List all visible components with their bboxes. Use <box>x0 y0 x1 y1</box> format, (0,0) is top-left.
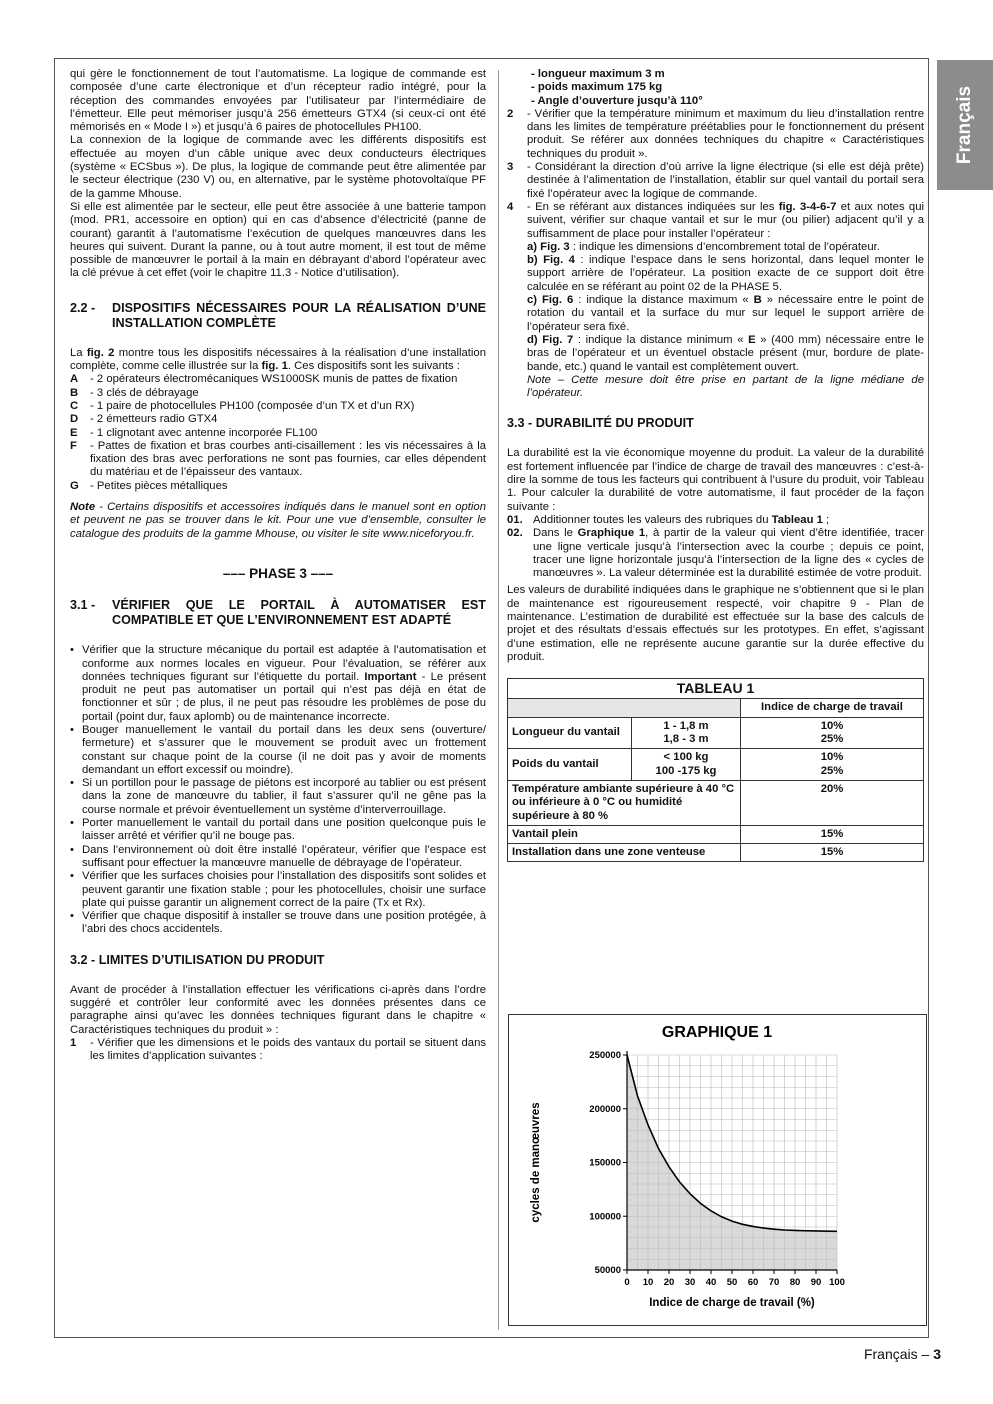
item-number: 3 <box>507 161 514 174</box>
figure-ref: fig. 1 <box>261 360 288 373</box>
device-key: D <box>70 413 79 426</box>
text: » (400 mm) nécessaire entre le bras de l’opérateur et un éventuel obstacle présent (mur, bordure de plate-bande, etc.) quand le vantail est complètement ouvert. <box>527 333 924 373</box>
page-footer <box>864 1346 941 1362</box>
x-tick-label: 20 <box>663 1277 675 1288</box>
x-tick-label: 10 <box>642 1277 654 1288</box>
item-text <box>527 201 924 241</box>
step-item <box>507 514 924 527</box>
device-text: - Pattes de fixation et bras courbes anti-cisaillement : les vis nécessaires à la fixation des bras avec perforations ne sont pas fournies, car elles dépendent du matériau et de l’épaisseur des vantaux. <box>90 439 486 479</box>
y-tick-label: 100000 <box>589 1211 621 1223</box>
paragraph: qui gère le fonctionnement de tout l’automatisme. La logique de commande est composée d’une carte électronique et d’un récepteur radio intégré, pour la réception des commandes envoyées par l’utilisateur par l’intermédiaire de l’émetteur. Elle peut mémoriser jusqu’à 256 émetteurs GTX4 (si ceux-ci ont été mémorisés en « Mode I ») et jusqu’à 6 paires de photocellules PH100. <box>70 68 486 134</box>
item-text: - Vérifier que les dimensions et le poids des vantaux du portail se situent dans les limites d’application suivantes : <box>90 1036 486 1063</box>
section-heading-3-1 <box>70 598 486 628</box>
text: Additionner toutes les valeurs des rubriques du <box>533 513 772 526</box>
device-key: B <box>70 386 79 399</box>
limits-list <box>507 68 924 108</box>
paragraph: Si elle est alimentée par le secteur, elle peut être associée à une batterie tampon (mod. PR1, accessoire en option) qui en cas d’absence d’électricité (panne de courant) garantit à l’automatisme l’exécution de quelques manœuvres dans les heures qui suivent. Durant la panne, ou à tout autre moment, il est tout de même possible de manœuvrer le portail à la main en débrayant d’abord l’opérateur avec la clé prévue à cet effet (voir le chapitre 11.3 - Notice d’utilisation). <box>70 200 486 280</box>
y-tick-label: 200000 <box>589 1103 621 1115</box>
figure-note-c <box>507 294 924 334</box>
table-cell-condition: 1 - 1,8 m 1,8 - 3 m <box>632 717 741 749</box>
x-tick-label: 30 <box>684 1277 696 1288</box>
item-number: 1 <box>70 1036 77 1049</box>
table-cell-label: Longueur du vantail <box>508 717 632 749</box>
table-title: TABLEAU 1 <box>508 679 924 699</box>
section-number: 2.2 - <box>70 300 96 315</box>
text: : indique l’espace dans le sens horizontal, dans lequel monter le support arrière de l’opérateur. La position exacte de ce support doit être calculée en se référant au point 02 de la PHASE 5. <box>527 254 924 293</box>
table-row <box>508 717 924 749</box>
device-key: G <box>70 479 79 492</box>
numbered-item <box>70 1037 486 1064</box>
list-item-text: Vérifier que les surfaces choisies pour l’installation des dispositifs sont solides et peuvent garantir une fixation stable ; pour les photocellules, choisir une surface plate qui puisse garantir un alignement correct de la paire (Tx et Rx). <box>82 870 486 909</box>
x-tick-label: 90 <box>810 1277 822 1288</box>
table-cell-value: 15% <box>741 825 924 843</box>
device-text: - Petites pièces métalliques <box>90 479 228 492</box>
item-text: - Considérant la direction d’où arrive la ligne électrique (si elle est déjà prête) destinée à l’alimentation de l’installation, établir sur quel vantail du portail sera fixé l’opérateur avec la logique de commande. <box>527 161 924 200</box>
device-item <box>70 400 486 413</box>
section-number: 3.1 - <box>70 598 96 613</box>
x-tick-label: 80 <box>789 1277 801 1288</box>
paragraph: La connexion de la logique de commande avec les différents dispositifs est effectuée au moyen d’un câble unique avec deux conducteurs électriques (système « ECSbus »). De plus, la logique de commande peut être alimentée par le secteur électrique (230 V) ou, en alternative, par le système photovoltaïque PF de la gamme Mhouse. <box>70 134 486 200</box>
text: B <box>753 294 762 307</box>
section-heading-3-2: 3.2 - LIMITES D’UTILISATION DU PRODUIT <box>70 952 325 967</box>
figure-note-b <box>507 254 924 294</box>
text: Tableau 1 <box>771 513 823 526</box>
table-cell-label: Température ambiante supérieure à 40 °C ou inférieure à 0 °C ou humidité supérieure à 80 % <box>508 780 741 825</box>
table-cell-value: 20% <box>741 780 924 825</box>
device-item <box>70 480 486 493</box>
list-item <box>70 870 486 910</box>
x-tick-label: 100 <box>829 1277 845 1288</box>
note-paragraph <box>70 501 486 541</box>
limit-item: - longueur maximum 3 m <box>531 68 665 80</box>
note-label: Note <box>70 501 96 514</box>
section-heading-3-3: 3.3 - DURABILITÉ DU PRODUIT <box>507 416 694 431</box>
table-cell-label: Poids du vantail <box>508 749 632 781</box>
list-item <box>70 724 486 777</box>
text: - Le présent produit ne peut pas automatiser un portail qui n’est pas déjà en état de fonctionner et sûr ; de plus, il ne peut pas résoudre les problèmes de pose du portail (point dur, faux aplomb) ou de maintenance incorrecte. <box>82 670 486 723</box>
column-divider <box>498 70 499 1330</box>
text: E <box>748 333 756 346</box>
text: : indique la distance maximum « <box>573 294 754 307</box>
step-number: 01. <box>507 513 523 526</box>
table-header-empty <box>508 699 741 717</box>
right-column <box>507 68 924 862</box>
figure-ref: b) Fig. 4 <box>527 254 575 267</box>
footer-lang: Français – <box>863 1346 930 1362</box>
text: Vérifier que la structure mécanique du portail est adaptée à l’automatisation et conforme aux normes locales en vigueur. Pour l’évaluation, se référer aux données techniques figurant sur l’étiquette du portail. <box>82 644 486 683</box>
text: : indique la distance minimum « <box>573 333 749 346</box>
language-tab-label: Français <box>954 85 975 165</box>
step-text <box>533 527 924 580</box>
text: , à partir de la valeur qui vient d’être identifiée, tracer une ligne verticale jusqu’à l’intersection avec la courbe ; depuis ce point, tracer une ligne horizontale jusqu’à l’intersection de la ligne des « cycles de manœuvres ». La valeur déterminée est la durabilité estimée de votre produit. <box>533 527 924 580</box>
figure-ref: fig. 2 <box>86 346 115 359</box>
device-text: - 1 clignotant avec antenne incorporée FL100 <box>90 426 318 439</box>
step-item <box>507 527 924 580</box>
device-text: - 2 opérateurs électromécaniques WS1000SK munis de pattes de fixation <box>90 373 458 386</box>
section-heading-2-2 <box>70 301 486 331</box>
y-tick-label: 150000 <box>589 1157 621 1169</box>
x-tick-label: 0 <box>624 1277 630 1288</box>
text: Graphique 1 <box>577 527 646 540</box>
figure-note-d <box>507 334 924 374</box>
table-cell-value: 10% 25% <box>741 749 924 781</box>
list-item <box>70 644 486 724</box>
text: : indique les dimensions d’encombrement total de l’opérateur. <box>569 240 880 253</box>
device-key: C <box>70 399 79 412</box>
text: » nécessaire entre le point de rotation du vantail et la surface du mur sur lequel le support arrière de l’opérateur sera fixé. <box>527 294 924 333</box>
list-item <box>70 910 486 937</box>
page-number: 3 <box>933 1346 941 1362</box>
text: Dans le <box>533 527 578 540</box>
figure-ref: c) Fig. 6 <box>527 294 574 307</box>
list-item-text: Porter manuellement le vantail du portail dans une position quelconque puis le laisser arrêté et vérifier qu’il ne bouge pas. <box>82 817 486 843</box>
device-key: A <box>70 373 79 386</box>
x-tick-label: 40 <box>705 1277 717 1288</box>
paragraph: Avant de procéder à l’installation effectuer les vérifications ci-après dans l’ordre suggéré et contrôler leur conformité avec les données présentes dans ce paragraphe ainsi qu’avec les données techniques figurant dans le chapitre « Caractéristiques techniques du produit » : <box>70 983 486 1036</box>
table-cell-condition: < 100 kg 100 -175 kg <box>632 749 741 781</box>
y-axis-label: cycles de manœuvres <box>530 1102 542 1223</box>
x-tick-label: 60 <box>747 1277 759 1288</box>
bullet-icon: • <box>70 870 74 883</box>
step-text <box>533 514 924 527</box>
list-item <box>70 844 486 871</box>
device-text: - 2 émetteurs radio GTX4 <box>90 413 218 426</box>
table-cell-value: 10% 25% <box>741 717 924 749</box>
durability-chart <box>509 1015 926 1325</box>
x-axis-label: Indice de charge de travail (%) <box>649 1297 815 1309</box>
numbered-item <box>507 201 924 241</box>
text: . Ces dispositifs sont les suivants : <box>287 360 460 373</box>
device-item <box>70 387 486 400</box>
paragraph: Les valeurs de durabilité indiquées dans le graphique ne s’obtiennent que si le plan de maintenance est rigoureusement respecté, voir chapitre 9 - Plan de maintenance. L’estimation de durabilité est effectuée sur la base des calculs de projet et des résultats d’essais effectués sur les prototypes. En effet, s’agissant d’une estimation, elle ne représente aucune garantie sur la durée effective du produit. <box>507 584 924 663</box>
bullet-icon: • <box>70 843 74 856</box>
device-item <box>70 440 486 480</box>
device-item <box>70 373 486 386</box>
device-text: - 1 paire de photocellules PH100 (composée d’un TX et d’un RX) <box>90 399 415 412</box>
list-item-text: Bouger manuellement le vantail du portail dans les deux sens (ouverture/ fermeture) et s’assurer que le mouvement se produit avec un frottement constant sur chaque point de la course (il ne doit pas y avoir de moments demandant un effort excessif ou moindre). <box>82 723 486 776</box>
figure-ref: d) Fig. 7 <box>527 333 574 346</box>
table-cell-label: Installation dans une zone venteuse <box>508 844 741 862</box>
list-item-text: Si un portillon pour le passage de piétons est incorporé au tablier ou est présent dans la zone de manœuvre du tablier, il faut s’assurer qu’il ne gêne pas la course normale et prévoir éventuellement un système d’interverrouillage. <box>82 777 486 816</box>
note-text: - Certains dispositifs et accessoires indiqués dans le manuel sont en option et peuvent ne pas se trouver dans le kit. Pour une vue d’ensemble, consulter le catalogue des produits de la gamme Mhouse, ou visiter le site www.niceforyou.fr. <box>70 501 486 540</box>
chart-box <box>508 1014 927 1326</box>
x-tick-label: 50 <box>726 1277 738 1288</box>
item-text: - Vérifier que la température minimum et maximum du lieu d’installation rentre dans les limites de température préétablies pour le fonctionnement du présent produit. Se référer aux données techniques du chapitre « Caractéristiques techniques du produit ». <box>527 107 924 160</box>
item-number: 2 <box>507 107 514 120</box>
bullet-icon: • <box>70 723 74 736</box>
table-header: Indice de charge de travail <box>741 699 924 717</box>
figure-note-a <box>507 241 924 254</box>
important-label: Important <box>364 670 417 683</box>
bullet-icon: • <box>70 910 74 923</box>
device-key: E <box>70 426 78 439</box>
y-tick-label: 250000 <box>589 1050 621 1061</box>
device-text: - 3 clés de débrayage <box>90 386 199 399</box>
table-cell-value: 15% <box>741 844 924 862</box>
device-item <box>70 413 486 426</box>
step-number: 02. <box>507 527 523 540</box>
figure-note-remark: Note – Cette mesure doit être prise en partant de la ligne médiane de l’opérateur. <box>527 373 924 400</box>
bullet-icon: • <box>70 777 74 790</box>
table-row <box>508 780 924 825</box>
list-item-text: Vérifier que chaque dispositif à installer se trouve dans une position protégée, à l’abri des chocs accidentels. <box>82 910 486 936</box>
text: ; <box>822 513 830 526</box>
figure-ref: fig. 3-4-6-7 <box>778 200 837 213</box>
checklist <box>70 644 486 937</box>
table-row <box>508 825 924 843</box>
device-list <box>70 373 486 493</box>
section-title: VÉRIFIER QUE LE PORTAIL À AUTOMATISER EST COMPATIBLE ET QUE L’ENVIRONNEMENT EST ADAPTÉ <box>112 598 486 628</box>
phase-heading: ––– PHASE 3 ––– <box>222 565 334 581</box>
list-item <box>70 817 486 844</box>
left-column <box>70 68 486 1064</box>
text: montre tous les dispositifs nécessaires à la réalisation d’une installation complète, comme celle illustrée sur la <box>70 346 486 373</box>
paragraph: La durabilité est la vie économique moyenne du produit. La valeur de la durabilité est fortement influencée par l’indice de charge de travail des manœuvres : c’est-à-dire la somme de tous les facteurs qui contribuent à l’usure du produit, voir Tableau 1. Pour calculer la durabilité de votre automatisme, il faut procéder de la façon suivante : <box>507 447 924 513</box>
table-1 <box>507 678 924 862</box>
text: La <box>70 346 87 359</box>
bullet-icon: • <box>70 817 74 830</box>
limit-item: - Angle d’ouverture jusqu’à 110° <box>531 94 703 107</box>
table-row <box>508 844 924 862</box>
x-tick-label: 70 <box>768 1277 780 1288</box>
bullet-icon: • <box>70 644 74 657</box>
figure-ref: a) Fig. 3 <box>527 240 570 253</box>
list-item-text: Dans l’environnement où doit être installé l’opérateur, vérifier que l’espace est suffisant pour effectuer la manœuvre manuelle de débrayage de l’opérateur. <box>82 843 486 869</box>
text: - En se référant aux distances indiquées sur les <box>527 200 779 213</box>
item-number: 4 <box>507 200 514 213</box>
limit-item: - poids maximum 175 kg <box>531 81 663 94</box>
numbered-item <box>507 108 924 161</box>
y-tick-label: 50000 <box>594 1265 621 1276</box>
section-title: DISPOSITIFS NÉCESSAIRES POUR LA RÉALISATION D’UNE INSTALLATION COMPLÈTE <box>112 300 486 330</box>
list-item-text <box>82 644 486 724</box>
paragraph-devices-intro <box>70 347 486 374</box>
device-item <box>70 427 486 440</box>
device-key: F <box>70 439 77 452</box>
numbered-item <box>507 161 924 201</box>
list-item <box>70 777 486 817</box>
text: et aux notes qui suivent, vérifier sur chaque vantail et sur le mur (ou pilier) adjacent qu’il y a suffisamment de place pour installer l’opérateur : <box>527 200 924 240</box>
table-cell-label: Vantail plein <box>508 825 741 843</box>
table-row <box>508 749 924 781</box>
language-tab <box>937 60 993 190</box>
chart-title: GRAPHIQUE 1 <box>661 1024 773 1041</box>
